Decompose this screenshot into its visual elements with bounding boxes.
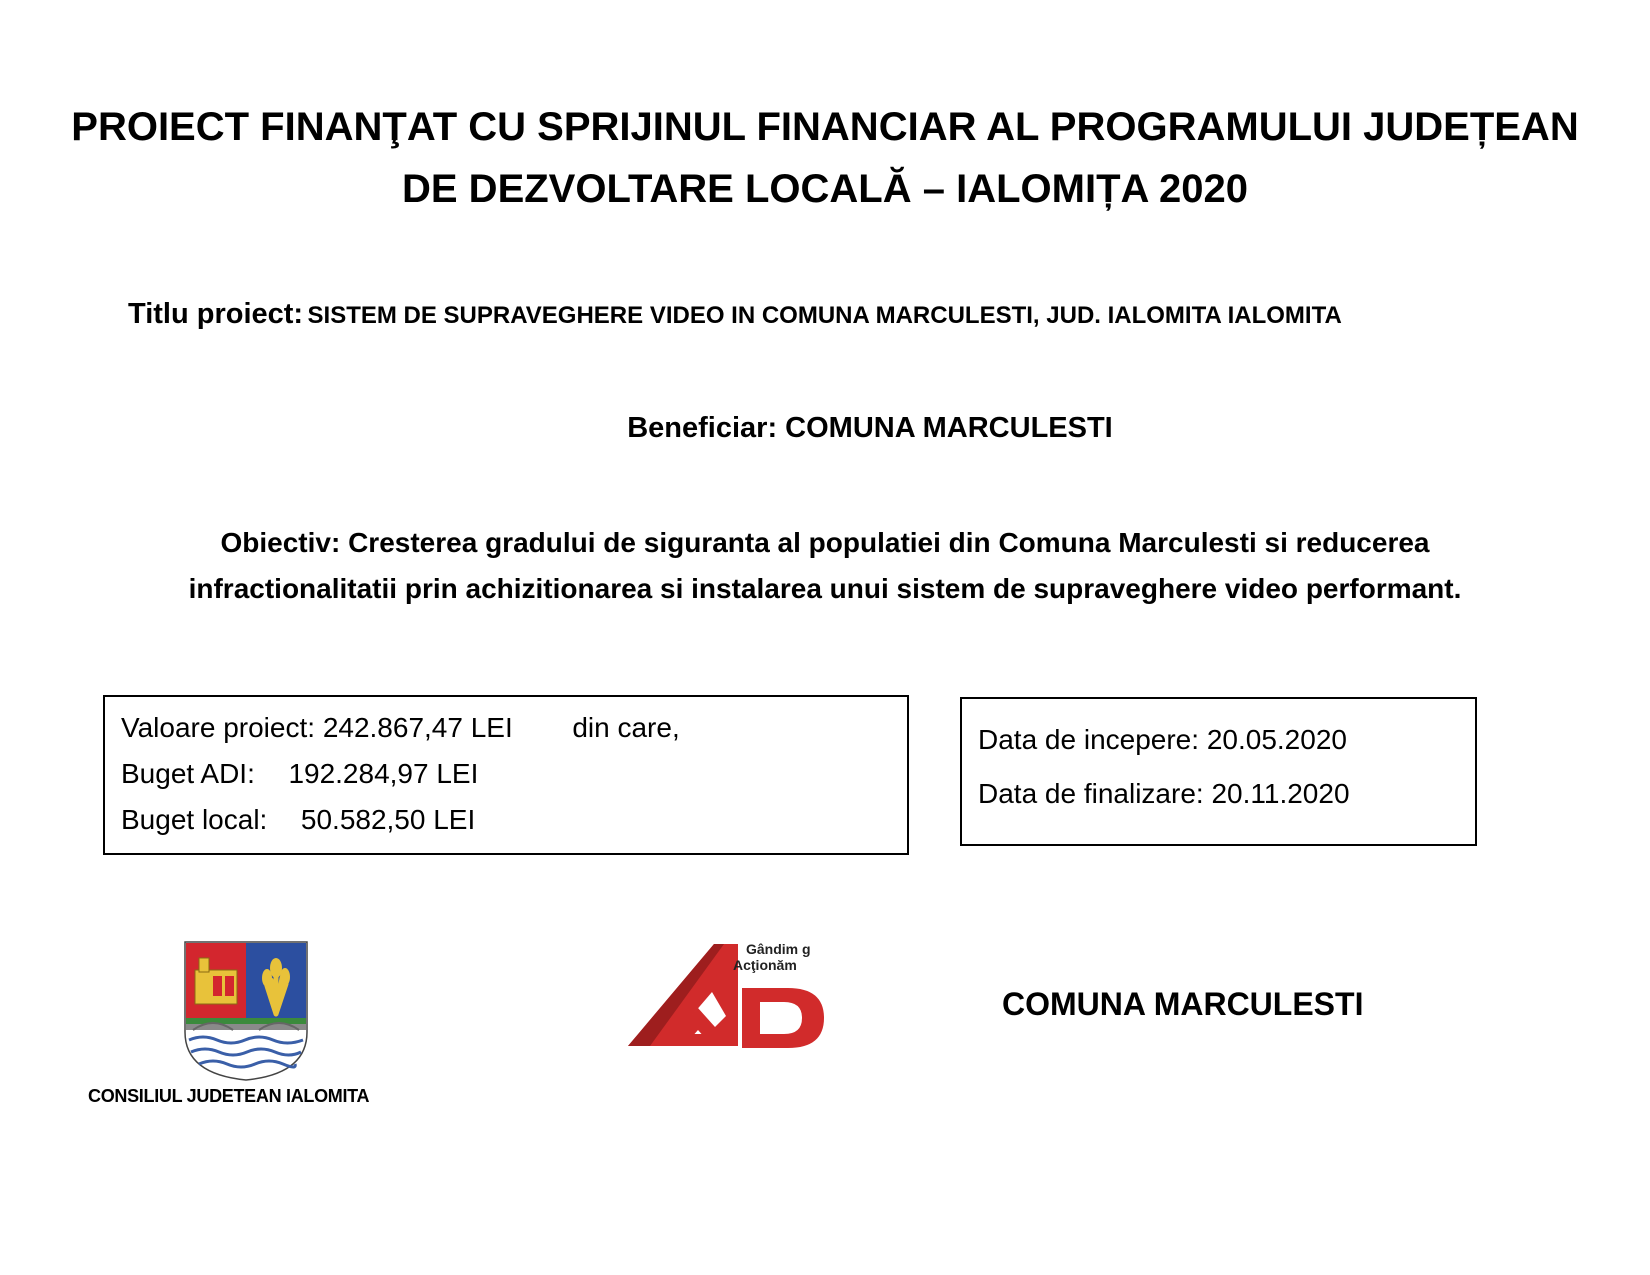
budget-adi-label: Buget ADI:: [121, 758, 255, 789]
end-date-value: 20.11.2020: [1211, 778, 1350, 809]
heading-line-2: DE DEZVOLTARE LOCALĂ – IALOMIȚA 2020: [402, 167, 1248, 211]
project-value-amount: 242.867,47 LEI: [322, 712, 513, 743]
end-date-row: [978, 767, 1475, 821]
start-date-value: 20.05.2020: [1206, 724, 1347, 755]
objective: [100, 520, 1550, 612]
budget-adi-row: [121, 751, 907, 797]
project-title-value: SISTEM DE SUPRAVEGHERE VIDEO IN COMUNA MARCULESTI, JUD. IALOMITA IALOMITA: [307, 302, 1342, 329]
start-date-label: Data de incepere:: [978, 724, 1200, 755]
adi-slogan-line-1: Gândim g: [746, 941, 811, 957]
end-date-label: Data de finalizare:: [978, 778, 1204, 809]
county-council-label: CONSILIUL JUDETEAN IALOMITA: [88, 1086, 370, 1106]
project-title-label: Titlu proiect:: [128, 298, 304, 330]
adi-logo: [628, 938, 834, 1050]
project-title: [128, 298, 1342, 331]
project-value-label: Valoare proiect:: [121, 712, 316, 743]
budget-adi-amount: 192.284,97 LEI: [288, 758, 479, 789]
budget-local-amount: 50.582,50 LEI: [300, 804, 476, 835]
heading-line-1: PROIECT FINANŢAT CU SPRIJINUL FINANCIAR AL PROGRAMULUI JUDEȚEAN: [71, 105, 1579, 149]
project-value-row: [121, 705, 907, 751]
ialomita-coat-of-arms-logo: [183, 940, 309, 1082]
project-value-note: din care,: [572, 712, 680, 743]
objective-line-2: infractionalitatii prin achizitionarea si instalarea unui sistem de supraveghere video performant.: [188, 573, 1462, 604]
adi-slogan-line-2: Acţionăm: [733, 957, 797, 973]
objective-line-1: Obiectiv: Cresterea gradului de siguranta al populatiei din Comuna Marculesti si reducerea: [220, 527, 1430, 558]
budget-local-label: Buget local:: [121, 804, 268, 835]
start-date-row: [978, 713, 1475, 767]
beneficiary: Beneficiar: COMUNA MARCULESTI: [627, 412, 1113, 444]
page-heading: [60, 96, 1590, 220]
commune-label: COMUNA MARCULESTI: [1002, 986, 1364, 1022]
budget-local-row: [121, 797, 907, 843]
project-dates-box: [960, 697, 1477, 846]
project-value-box: [103, 695, 909, 855]
